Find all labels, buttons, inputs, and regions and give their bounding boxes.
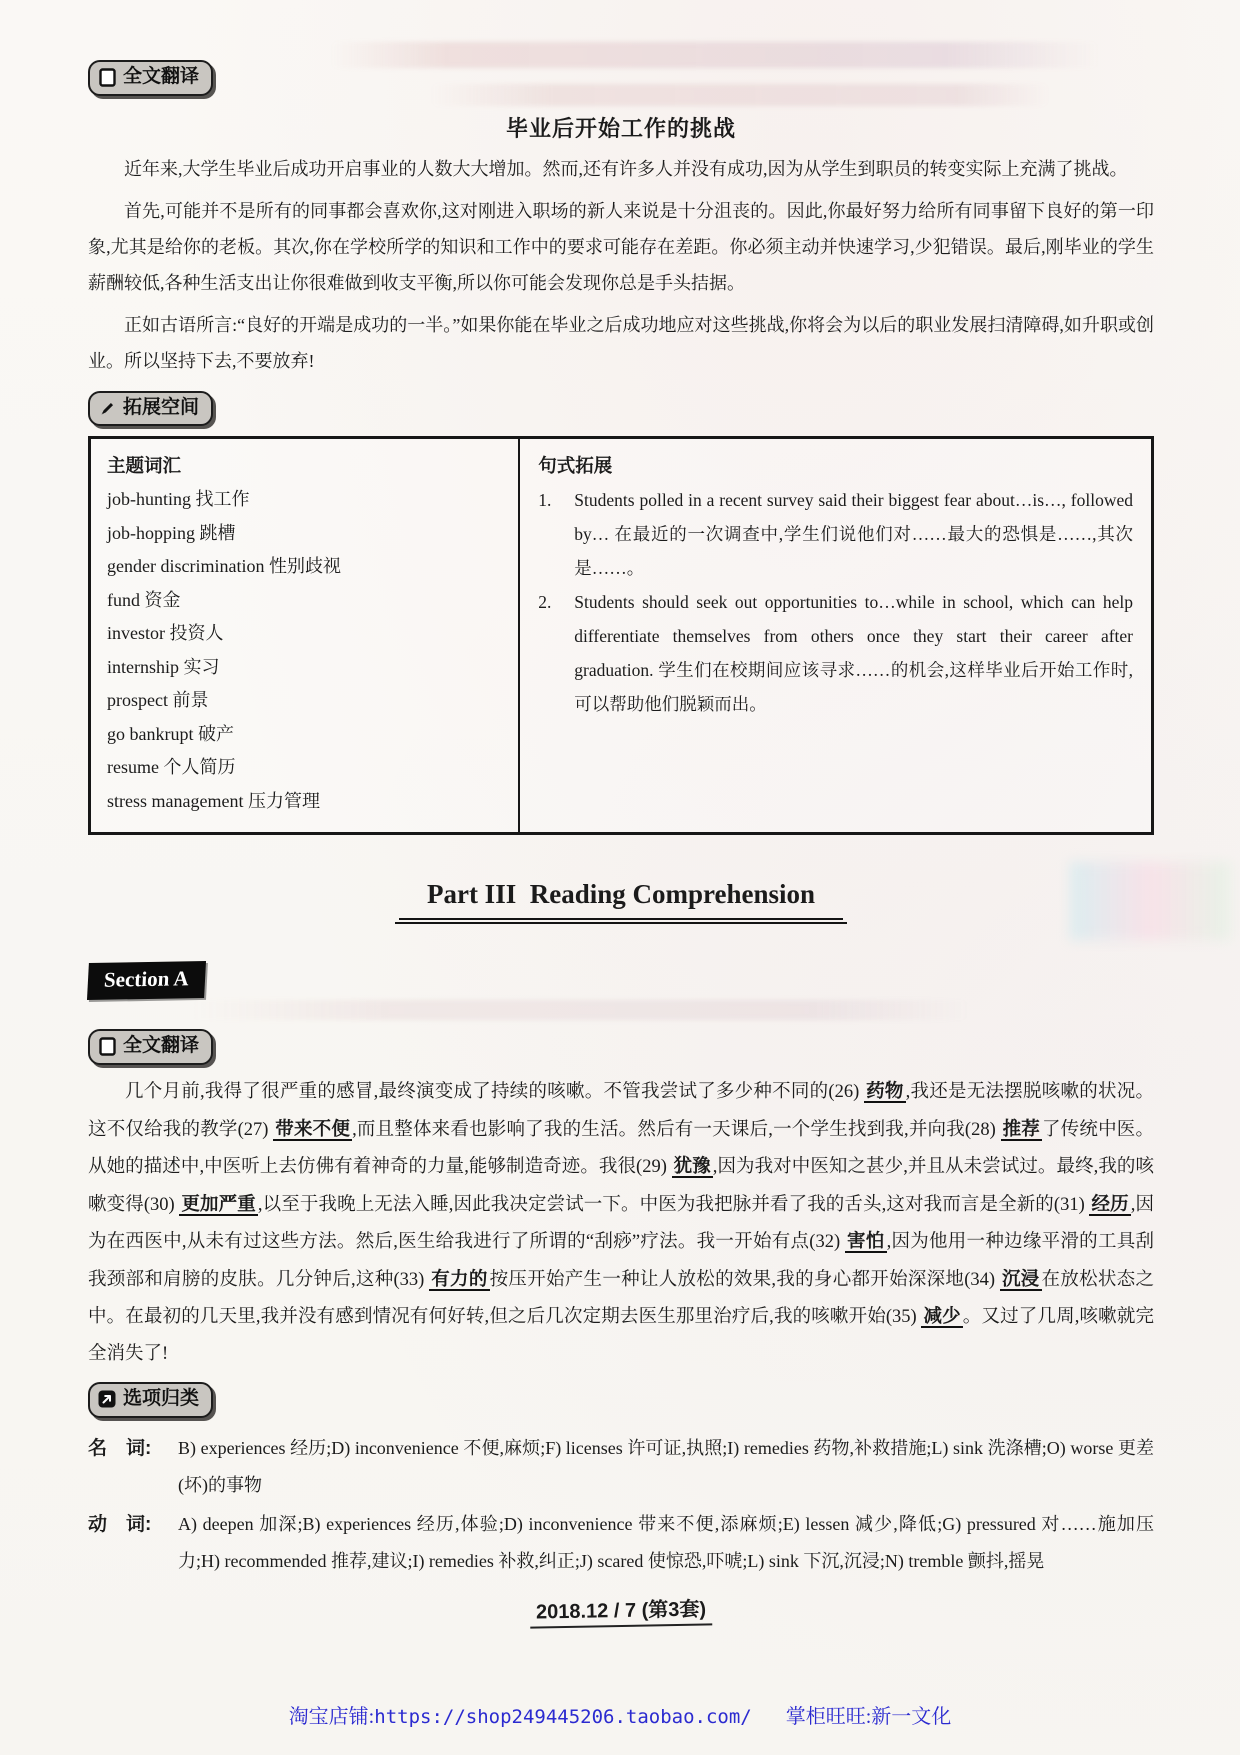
cloze-segment: ,因为我对中医知之甚少,并且从未尝试过。最终,我的咳嗽变得(30) [88,1157,1154,1215]
cloze-answer: 沉浸 [1001,1267,1040,1289]
cloze-answer: 更加严重 [181,1192,256,1214]
sentence-text: Students should seek out opportunities to…while in school, which can help differentiate themselves from others once they start their career after graduation. 学生们在校期间应该寻求……的机会,这样毕业后开始工作时,可以帮助他们脱颖而出。 [574,592,1133,715]
document-icon [98,1038,116,1056]
full-translation-badge [88,1029,213,1065]
vocab-item: go bankrupt 破产 [107,723,234,744]
vocab-item: job-hopping 跳槽 [107,522,236,543]
topic-vocabulary-column [91,439,520,832]
cloze-segment: 了传统中医。从她的描述中,中医听上去仿佛有着神奇的力量,能够制造奇迹。我很(29) [88,1119,1154,1178]
essay-paragraph: 正如古语所言:“良好的开端是成功的一半。”如果你能在毕业之后成功地应对这些挑战,你将会为以后的职业发展扫清障碍,如升职或创业。所以坚持下去,不要放弃! [88,314,1154,371]
section-a-translation-text [88,1073,1154,1372]
option-group-label: 动 词: [88,1513,152,1535]
badge-label: 选项归类 [123,1388,200,1410]
option-groups [88,1430,1154,1580]
cloze-segment: 。又过了几周,咳嗽就完全消失了! [88,1307,1154,1364]
document-icon [98,68,116,86]
sentence-item [538,585,1133,721]
badge-label: 拓展空间 [123,396,200,418]
cloze-segment: ,因为他用一种边缘平滑的工具刮我颈部和肩膀的皮肤。几分钟后,这种(33) [88,1232,1154,1290]
cloze-answer: 犹豫 [673,1155,711,1177]
cloze-segment: 几个月前,我得了很严重的感冒,最终演变成了持续的咳嗽。不管我尝试了多少种不同的(26) [125,1082,865,1103]
sentence-text: Students polled in a recent survey said their biggest fear about…is…, followed by… 在最近的一次调查中,学生们说他们对……最大的恐惧是……,其次是……。 [574,490,1133,579]
vocab-item: job-hunting 找工作 [107,489,250,510]
cloze-segment: 在放松状态之中。在最初的几天里,我并没有感到情况有何好转,但之后几次定期去医生那里治疗后,我的咳嗽开始(35) [88,1269,1154,1328]
vocabulary-header: 主题词汇 [107,455,182,477]
part-heading: Part III Reading Comprehension [399,879,843,920]
cloze-answer: 减少 [923,1305,961,1327]
cloze-answer: 有力的 [431,1267,488,1289]
arrow-icon [98,1390,116,1408]
cloze-segment: 按压开始产生一种让人放松的效果,我的身心都开始深深地(34) [489,1269,1000,1290]
shop-wangwang: 掌柜旺旺:新一文化 [785,1706,952,1728]
sentence-pattern-header: 句式拓展 [538,455,613,477]
vocab-item: prospect 前景 [107,690,209,711]
vocab-item: resume 个人简历 [107,757,236,778]
expansion-table [88,436,1154,835]
cloze-segment: ,以至于我晚上无法入睡,因此我决定尝试一下。中医为我把脉并看了我的舌头,这对我而言是全新的(31) [257,1194,1090,1215]
option-group-text: A) deepen 加深;B) experiences 经历,体验;D) inconvenience 带来不便,添麻烦;E) lessen 减少,降低;G) pressured 对……施加压力;H) recommended 推荐,建议;I) remedies 补救,纠正;J) scared 使惊恐,吓唬;L) sink 下沉,沉浸;N) tremble 颤抖,摇晃 [178,1513,1154,1571]
vocab-item: internship 实习 [107,656,220,677]
cloze-segment: ,而且整体来看也影响了我的生活。然后有一天课后,一个学生找到我,并向我(28) [352,1119,1001,1140]
expansion-badge [88,391,213,427]
vocab-item: gender discrimination 性别歧视 [107,556,341,577]
cloze-answer: 害怕 [847,1230,885,1252]
option-group-text: B) experiences 经历;D) inconvenience 不便,麻烦;F) licenses 许可证,执照;I) remedies 药物,补救措施;L) sink 洗涤槽;O) worse 更差(坏)的事物 [178,1437,1154,1495]
cloze-answer: 带来不便 [275,1117,351,1139]
vocabulary-list [107,483,502,818]
sentence-number: 1. [538,490,552,511]
sentence-item [538,483,1133,585]
shop-url-link[interactable]: https://shop249445206.taobao.com/ [374,1706,752,1728]
option-group [88,1430,1154,1504]
full-translation-badge [88,60,213,96]
cloze-answer: 推荐 [1002,1117,1040,1139]
vocab-item: stress management 压力管理 [107,790,320,811]
sentence-number: 2. [538,592,552,613]
page-number: 2018.12 / 7 (第3套) [530,1592,713,1628]
cloze-segment: ,我还是无法摆脱咳嗽的状况。这不仅给我的教学(27) [88,1082,1154,1140]
shop-info-line [0,1700,1240,1729]
vocab-item: fund 资金 [107,589,181,610]
vocab-item: investor 投资人 [107,623,224,644]
cloze-answer: 经历 [1091,1192,1129,1214]
cloze-segment: ,因为在西医中,从未有过这些方法。然后,医生给我进行了所谓的“刮痧”疗法。我一开始有点(32) [88,1194,1154,1253]
option-group-label: 名 词: [88,1437,152,1459]
section-a-label: Section A [87,961,206,1000]
sentence-pattern-column [520,439,1151,832]
option-classification-badge [88,1382,213,1418]
essay-paragraph: 首先,可能并不是所有的同事都会喜欢你,这对刚进入职场的新人来说是十分沮丧的。因此,你最好努力给所有同事留下良好的第一印象,尤其是给你的老板。其次,你在学校所学的知识和工作中的要求可能存在差距。你必须主动并快速学习,少犯错误。最后,刚毕业的学生薪酬较低,各种生活支出让你很难做到收支平衡,所以你可能会发现你总是手头拮据。 [88,200,1154,293]
sentence-pattern-list [538,483,1133,721]
badge-label: 全文翻译 [123,1035,200,1057]
cloze-answer: 药物 [866,1080,904,1102]
badge-label: 全文翻译 [123,66,200,87]
pencil-icon [98,399,116,417]
essay-paragraph: 近年来,大学生毕业后成功开启事业的人数大大增加。然而,还有许多人并没有成功,因为从学生到职员的转变实际上充满了挑战。 [124,158,1128,179]
essay-title: 毕业后开始工作的挑战 [505,115,736,141]
shop-label: 淘宝店铺: [288,1706,375,1728]
option-group [88,1506,1154,1580]
